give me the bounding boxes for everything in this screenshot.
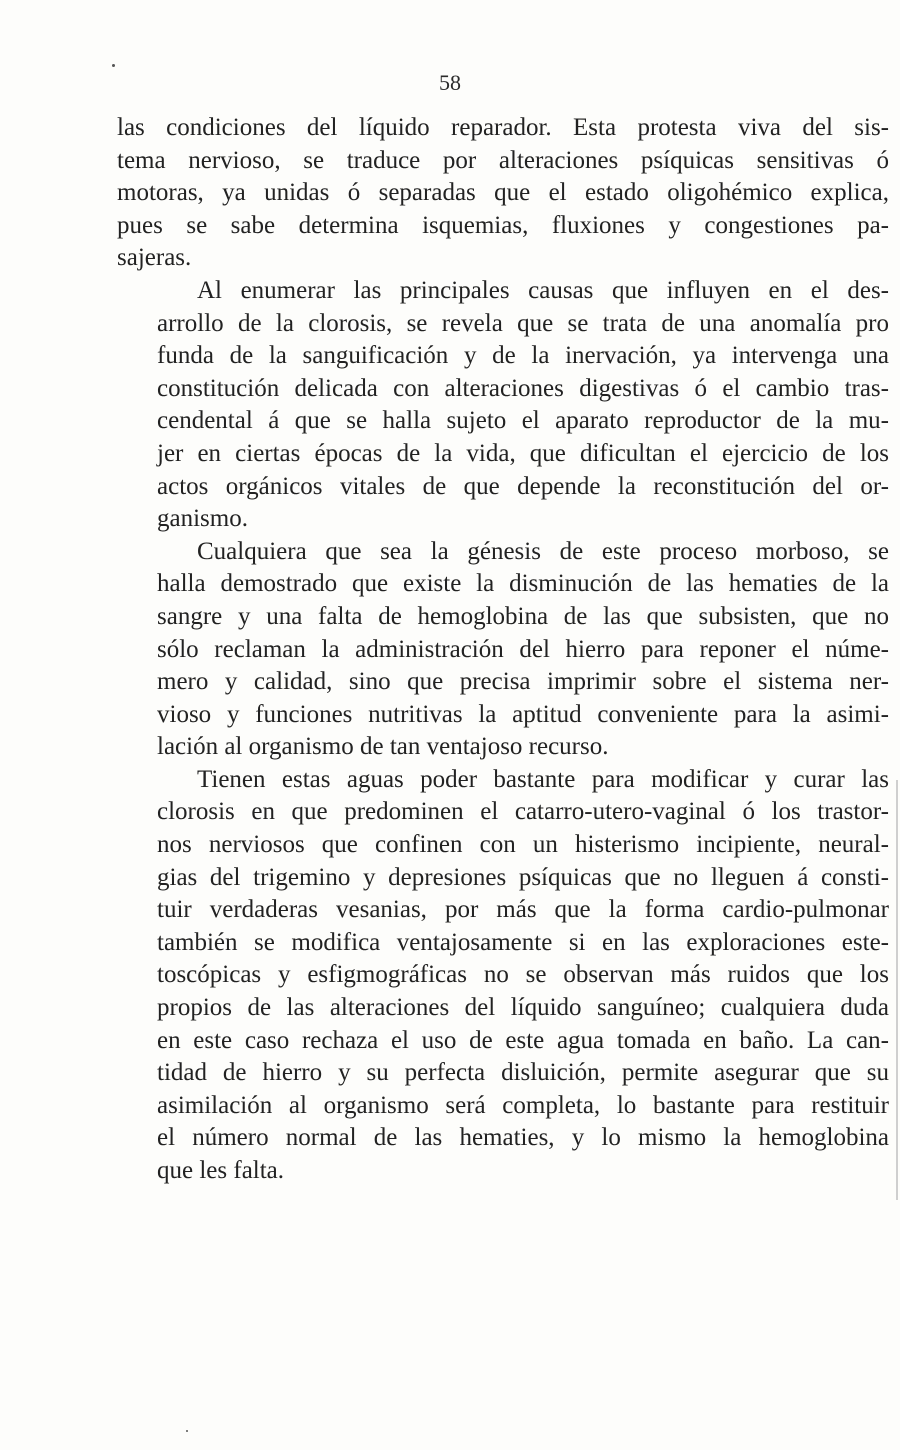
- text-line: cendental á que se halla sujeto el aparato reproductor de la mu-: [157, 407, 889, 435]
- text-line: pues se sabe determina isquemias, fluxiones y congestiones pa-: [117, 211, 889, 239]
- text-line: jer en ciertas épocas de la vida, que dificultan el ejercicio de los: [157, 439, 889, 467]
- text-line: clorosis en que predominen el catarro-utero-vaginal ó los trastor-: [157, 798, 889, 826]
- text-line: en este caso rechaza el uso de este agua tomada en baño. La can-: [157, 1026, 889, 1054]
- text-line: el número normal de las hematies, y lo mismo la hemoglobina: [157, 1124, 889, 1152]
- text-line: sangre y una falta de hemoglobina de las que subsisten, que no: [157, 602, 889, 630]
- paragraph: [117, 275, 889, 536]
- text-line: las condiciones del líquido reparador. Esta protesta viva del sis-: [117, 114, 889, 141]
- text-line: halla demostrado que existe la disminución de las hematies de la: [157, 570, 889, 598]
- text-line: lación al organismo de tan ventajoso recurso.: [157, 733, 609, 761]
- print-speck: [186, 1430, 188, 1432]
- text-line: ganismo.: [157, 505, 248, 533]
- text-line: Tienen estas aguas poder bastante para modificar y curar las: [197, 765, 889, 793]
- text-line: constitución delicada con alteraciones digestivas ó el cambio tras-: [157, 374, 889, 402]
- text-line: sajeras.: [117, 244, 192, 272]
- paragraph: [117, 536, 889, 764]
- text-line: tidad de hierro y su perfecta disluición, permite asegurar que su: [157, 1059, 889, 1087]
- body-text: [117, 112, 889, 1188]
- text-line: Al enumerar las principales causas que influyen en el des-: [197, 276, 889, 304]
- text-line: nos nerviosos que confinen con un histerismo incipiente, neural-: [157, 831, 889, 859]
- text-line: motoras, ya unidas ó separadas que el estado oligohémico explica,: [117, 179, 889, 207]
- text-line: mero y calidad, sino que precisa imprimir sobre el sistema ner-: [157, 668, 889, 696]
- text-line: sólo reclaman la administración del hierro para reponer el núme-: [157, 635, 889, 663]
- text-line: que les falta.: [157, 1157, 285, 1184]
- paragraph: [117, 764, 889, 1188]
- text-line: actos orgánicos vitales de que depende la reconstitución del or-: [157, 472, 889, 500]
- text-line: funda de la sanguificación y de la inervación, ya intervenga una: [157, 342, 889, 370]
- paragraph: [117, 112, 889, 275]
- page-edge-shadow: [896, 780, 898, 1200]
- text-line: gias del trigemino y depresiones psíquicas que no lleguen á consti-: [157, 863, 889, 891]
- text-line: también se modifica ventajosamente si en las exploraciones este-: [157, 928, 889, 956]
- text-line: arrollo de la clorosis, se revela que se trata de una anomalía pro: [157, 309, 889, 337]
- print-speck: [112, 64, 115, 67]
- text-line: propios de las alteraciones del líquido sanguíneo; cualquiera duda: [157, 994, 889, 1022]
- text-line: tuir verdaderas vesanias, por más que la forma cardio-pulmonar: [157, 896, 889, 924]
- text-line: asimilación al organismo será completa, lo bastante para restituir: [157, 1091, 889, 1119]
- page-number: 58: [439, 70, 461, 95]
- text-line: vioso y funciones nutritivas la aptitud conveniente para la asimi-: [157, 700, 889, 728]
- text-line: tema nervioso, se traduce por alteraciones psíquicas sensitivas ó: [117, 146, 889, 174]
- text-line: toscópicas y esfigmográficas no se observan más ruidos que los: [157, 961, 889, 989]
- text-line: Cualquiera que sea la génesis de este proceso morboso, se: [197, 537, 889, 565]
